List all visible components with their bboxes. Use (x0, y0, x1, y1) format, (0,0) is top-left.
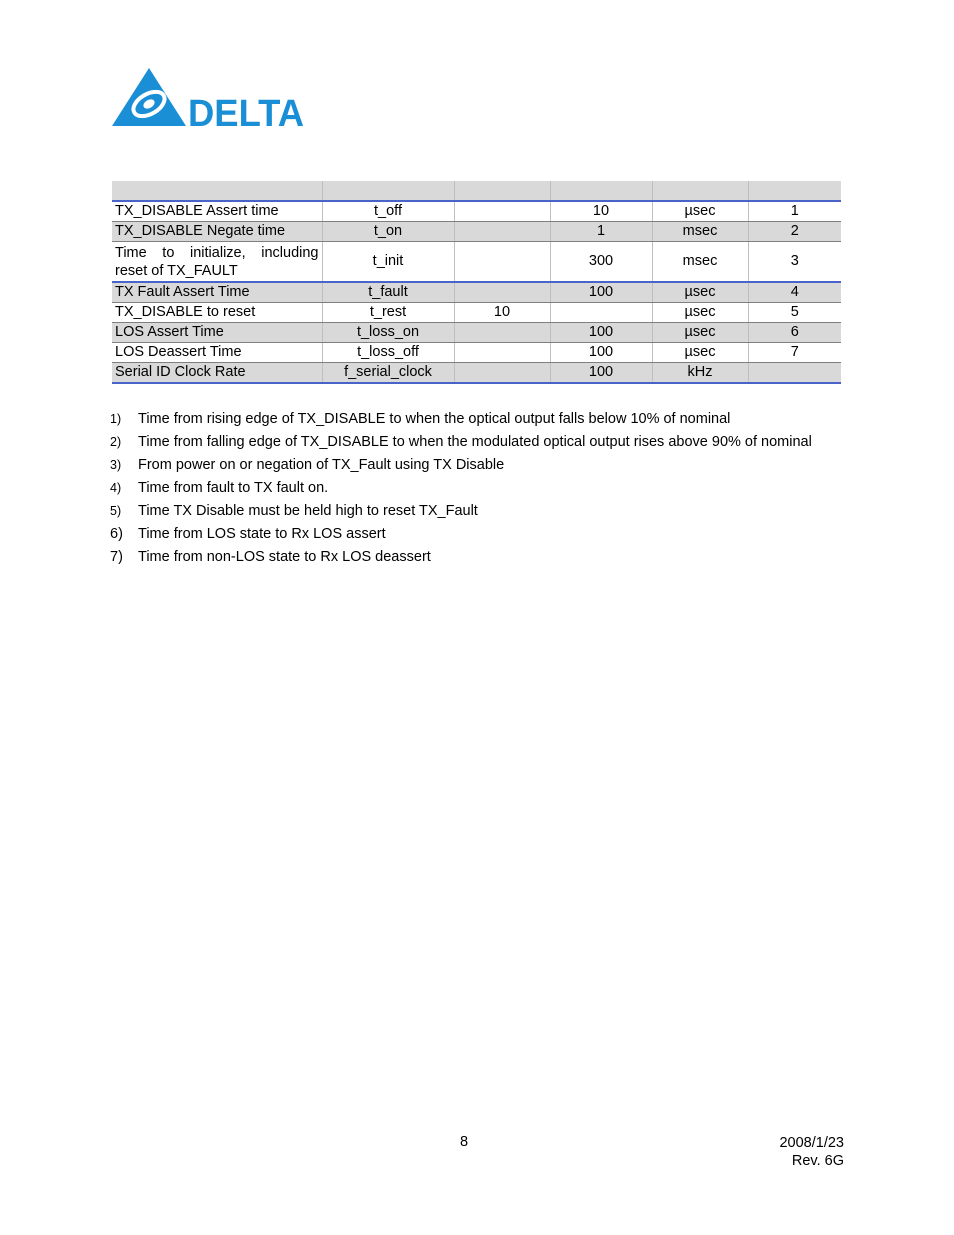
table-header-row (112, 181, 841, 201)
note-number: 3) (110, 458, 122, 472)
parameter-cell: Serial ID Clock Rate (112, 363, 322, 384)
max-cell: 300 (550, 242, 652, 283)
logo-wordmark: DELTA (188, 93, 304, 128)
note-number: 7) (110, 549, 123, 565)
symbol-cell: f_serial_clock (322, 363, 454, 384)
table-row (112, 222, 841, 242)
note-cell: 4 (748, 282, 841, 303)
min-cell (454, 323, 550, 343)
parameter-cell: Time to initialize, including reset of TX_FAULT (112, 242, 322, 283)
max-cell: 100 (550, 343, 652, 363)
max-cell (550, 303, 652, 323)
table-row (112, 201, 841, 222)
min-cell (454, 222, 550, 242)
unit-cell: msec (652, 242, 748, 283)
max-cell: 1 (550, 222, 652, 242)
note-item (110, 523, 844, 546)
note-item (110, 546, 844, 569)
unit-cell: µsec (652, 323, 748, 343)
note-item (110, 454, 844, 477)
unit-cell: µsec (652, 303, 748, 323)
note-cell: 7 (748, 343, 841, 363)
parameter-cell: LOS Assert Time (112, 323, 322, 343)
table-row (112, 303, 841, 323)
note-text: Time from rising edge of TX_DISABLE to when the optical output falls below 10% of nominal (138, 411, 731, 427)
note-cell (748, 363, 841, 384)
max-cell: 10 (550, 201, 652, 222)
table-row (112, 282, 841, 303)
note-text: From power on or negation of TX_Fault using TX Disable (138, 457, 505, 473)
table-row (112, 363, 841, 384)
min-cell (454, 242, 550, 283)
symbol-cell: t_loss_on (322, 323, 454, 343)
header-cell (112, 181, 322, 201)
max-cell: 100 (550, 282, 652, 303)
unit-cell: µsec (652, 201, 748, 222)
note-item (110, 408, 844, 431)
delta-logo (112, 66, 307, 128)
note-text: Time from LOS state to Rx LOS assert (138, 526, 386, 542)
page-number: 8 (459, 1134, 469, 1150)
min-cell (454, 343, 550, 363)
min-cell (454, 363, 550, 384)
note-cell: 3 (748, 242, 841, 283)
note-cell: 5 (748, 303, 841, 323)
symbol-cell: t_off (322, 201, 454, 222)
min-cell: 10 (454, 303, 550, 323)
min-cell (454, 282, 550, 303)
note-cell: 2 (748, 222, 841, 242)
note-cell: 6 (748, 323, 841, 343)
note-item (110, 500, 844, 523)
unit-cell: µsec (652, 282, 748, 303)
max-cell: 100 (550, 363, 652, 384)
note-item (110, 431, 844, 454)
parameter-cell: LOS Deassert Time (112, 343, 322, 363)
header-cell (454, 181, 550, 201)
note-number: 1) (110, 412, 122, 426)
parameter-cell: TX_DISABLE to reset (112, 303, 322, 323)
timing-parameters-table (112, 181, 841, 384)
unit-cell: µsec (652, 343, 748, 363)
unit-cell: kHz (652, 363, 748, 384)
footer-rev: Rev. 6G (791, 1153, 844, 1169)
note-number: 2) (110, 435, 122, 449)
note-cell: 1 (748, 201, 841, 222)
table-row (112, 343, 841, 363)
parameter-cell: TX_DISABLE Assert time (112, 201, 322, 222)
unit-cell: msec (652, 222, 748, 242)
table-row (112, 323, 841, 343)
parameter-cell: TX_DISABLE Negate time (112, 222, 322, 242)
table-notes (110, 408, 844, 569)
note-number: 6) (110, 526, 123, 542)
note-text: Time from non-LOS state to Rx LOS deassert (138, 549, 431, 565)
note-text: Time from fault to TX fault on. (138, 480, 329, 496)
note-number: 5) (110, 504, 122, 518)
symbol-cell: t_rest (322, 303, 454, 323)
header-cell (652, 181, 748, 201)
symbol-cell: t_on (322, 222, 454, 242)
footer-date: 2008/1/23 (779, 1135, 844, 1151)
note-text: Time from falling edge of TX_DISABLE to when the modulated optical output rises above 90% of nominal (138, 434, 812, 450)
symbol-cell: t_loss_off (322, 343, 454, 363)
header-cell (550, 181, 652, 201)
note-item (110, 477, 844, 500)
max-cell: 100 (550, 323, 652, 343)
footer-revision (779, 1134, 844, 1170)
symbol-cell: t_init (322, 242, 454, 283)
min-cell (454, 201, 550, 222)
parameter-cell: TX Fault Assert Time (112, 282, 322, 303)
header-cell (322, 181, 454, 201)
table-row (112, 242, 841, 283)
note-number: 4) (110, 481, 122, 495)
note-text: Time TX Disable must be held high to reset TX_Fault (138, 503, 478, 519)
symbol-cell: t_fault (322, 282, 454, 303)
header-cell (748, 181, 841, 201)
